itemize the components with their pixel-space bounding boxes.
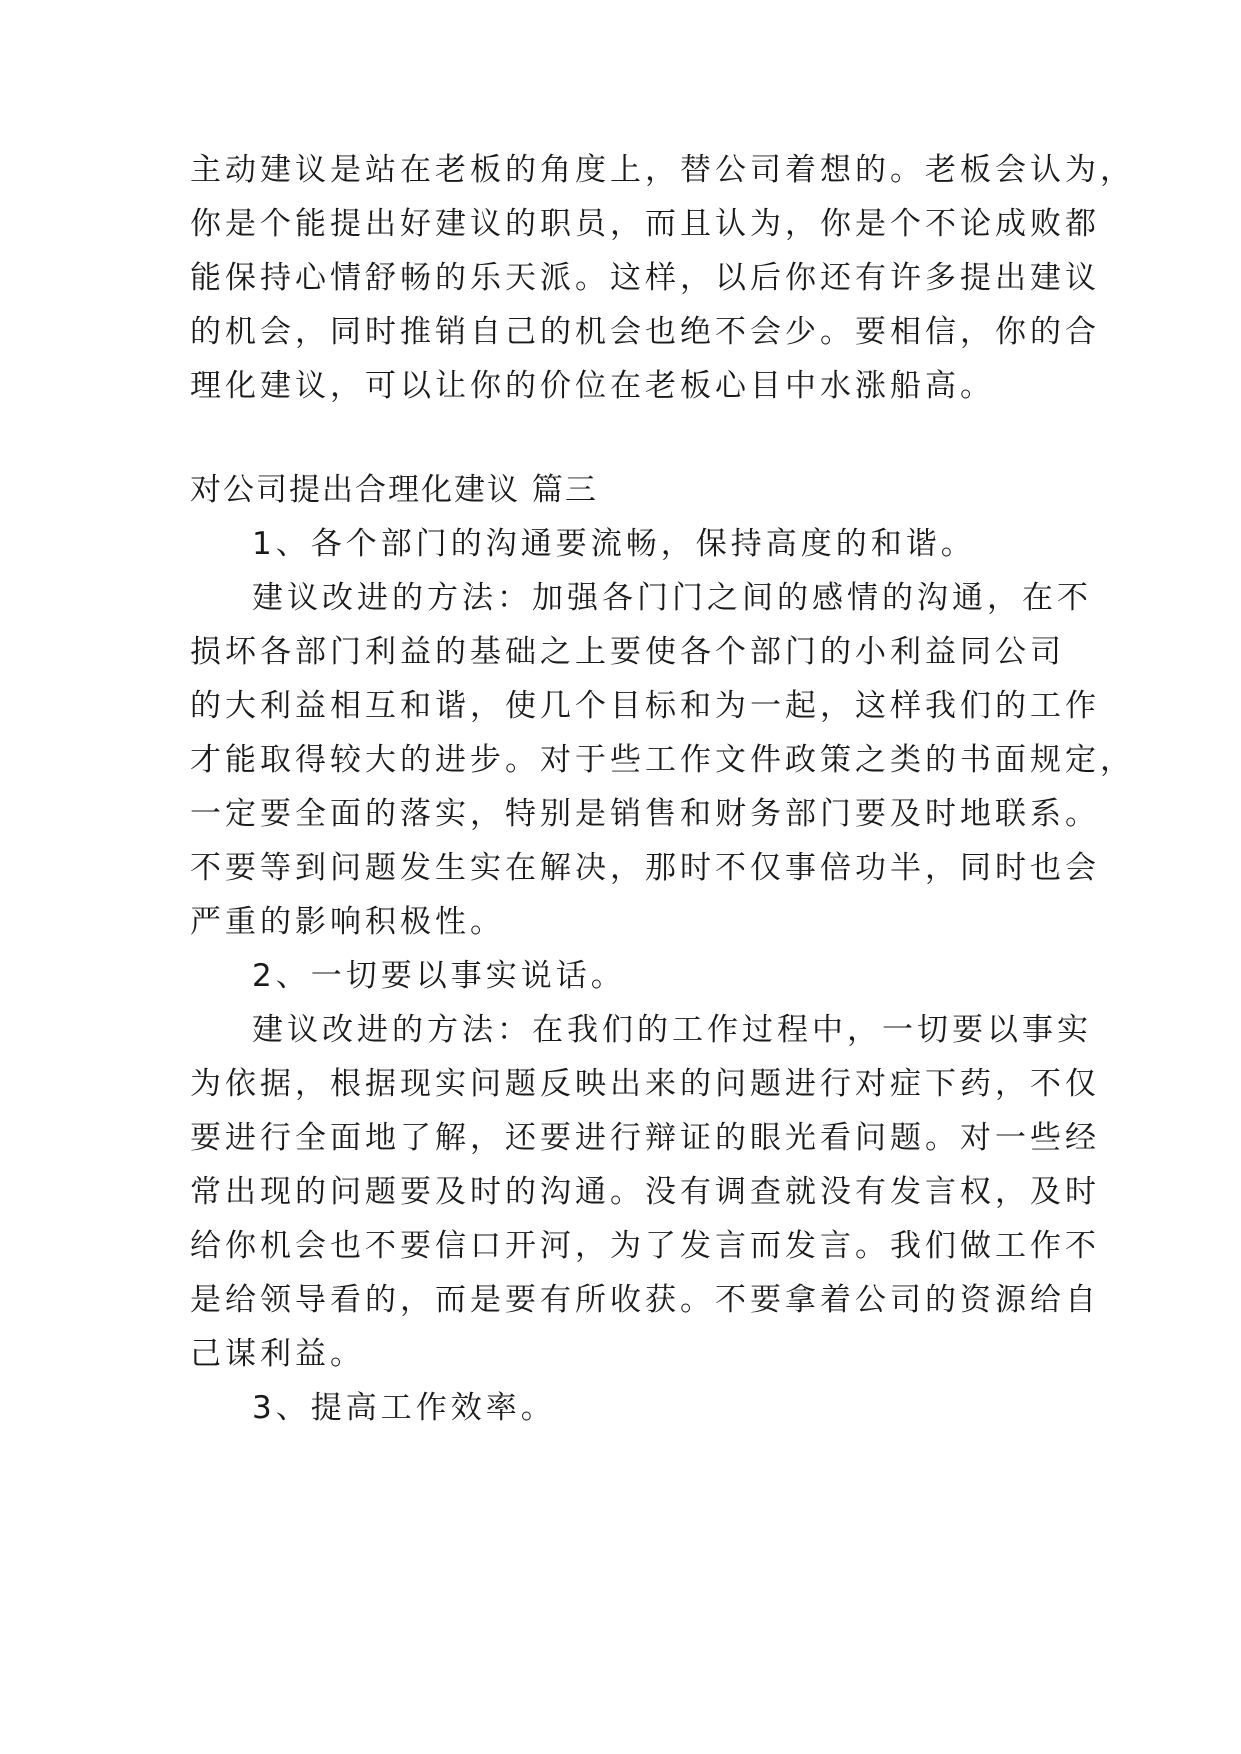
paragraph-line: 理化建议，可以让你的价位在老板心目中水涨船高。 (190, 368, 995, 404)
item-title: 1、各个部门的沟通要流畅，保持高度的和谐。 (252, 526, 976, 562)
paragraph-line: 的机会，同时推销自己的机会也绝不会少。要相信，你的合 (190, 314, 1100, 350)
paragraph-line: 给你机会也不要信口开河，为了发言而发言。我们做工作不 (190, 1228, 1100, 1264)
paragraph-line: 常出现的问题要及时的沟通。没有调查就没有发言权，及时 (190, 1174, 1100, 1210)
paragraph-line: 为依据，根据现实问题反映出来的问题进行对症下药，不仅 (190, 1066, 1100, 1102)
paragraph-line: 建议改进的方法：加强各门门之间的感情的沟通，在不 (252, 580, 1092, 616)
paragraph-line: 不要等到问题发生实在解决，那时不仅事倍功半，同时也会 (190, 850, 1100, 886)
section-title: 对公司提出合理化建议 篇三 (190, 472, 598, 508)
item-title: 2、一切要以事实说话。 (252, 958, 626, 994)
item-title: 3、提高工作效率。 (252, 1390, 556, 1426)
paragraph-line: 己谋利益。 (190, 1336, 365, 1372)
paragraph-line: 一定要全面的落实，特别是销售和财务部门要及时地联系。 (190, 796, 1100, 832)
paragraph-line: 损坏各部门利益的基础之上要使各个部门的小利益同公司 (190, 634, 1065, 670)
paragraph-line: 主动建议是站在老板的角度上，替公司着想的。老板会认为， (190, 152, 1135, 188)
paragraph-line: 要进行全面地了解，还要进行辩证的眼光看问题。对一些经 (190, 1120, 1100, 1156)
paragraph-line: 建议改进的方法：在我们的工作过程中，一切要以事实 (252, 1012, 1092, 1048)
paragraph-line: 严重的影响积极性。 (190, 904, 505, 940)
paragraph-line: 的大利益相互和谐，使几个目标和为一起，这样我们的工作 (190, 688, 1100, 724)
paragraph-line: 才能取得较大的进步。对于些工作文件政策之类的书面规定， (190, 742, 1135, 778)
paragraph-line: 能保持心情舒畅的乐天派。这样，以后你还有许多提出建议 (190, 260, 1100, 296)
paragraph-line: 你是个能提出好建议的职员，而且认为，你是个不论成败都 (190, 206, 1100, 242)
paragraph-line: 是给领导看的，而是要有所收获。不要拿着公司的资源给自 (190, 1282, 1100, 1318)
